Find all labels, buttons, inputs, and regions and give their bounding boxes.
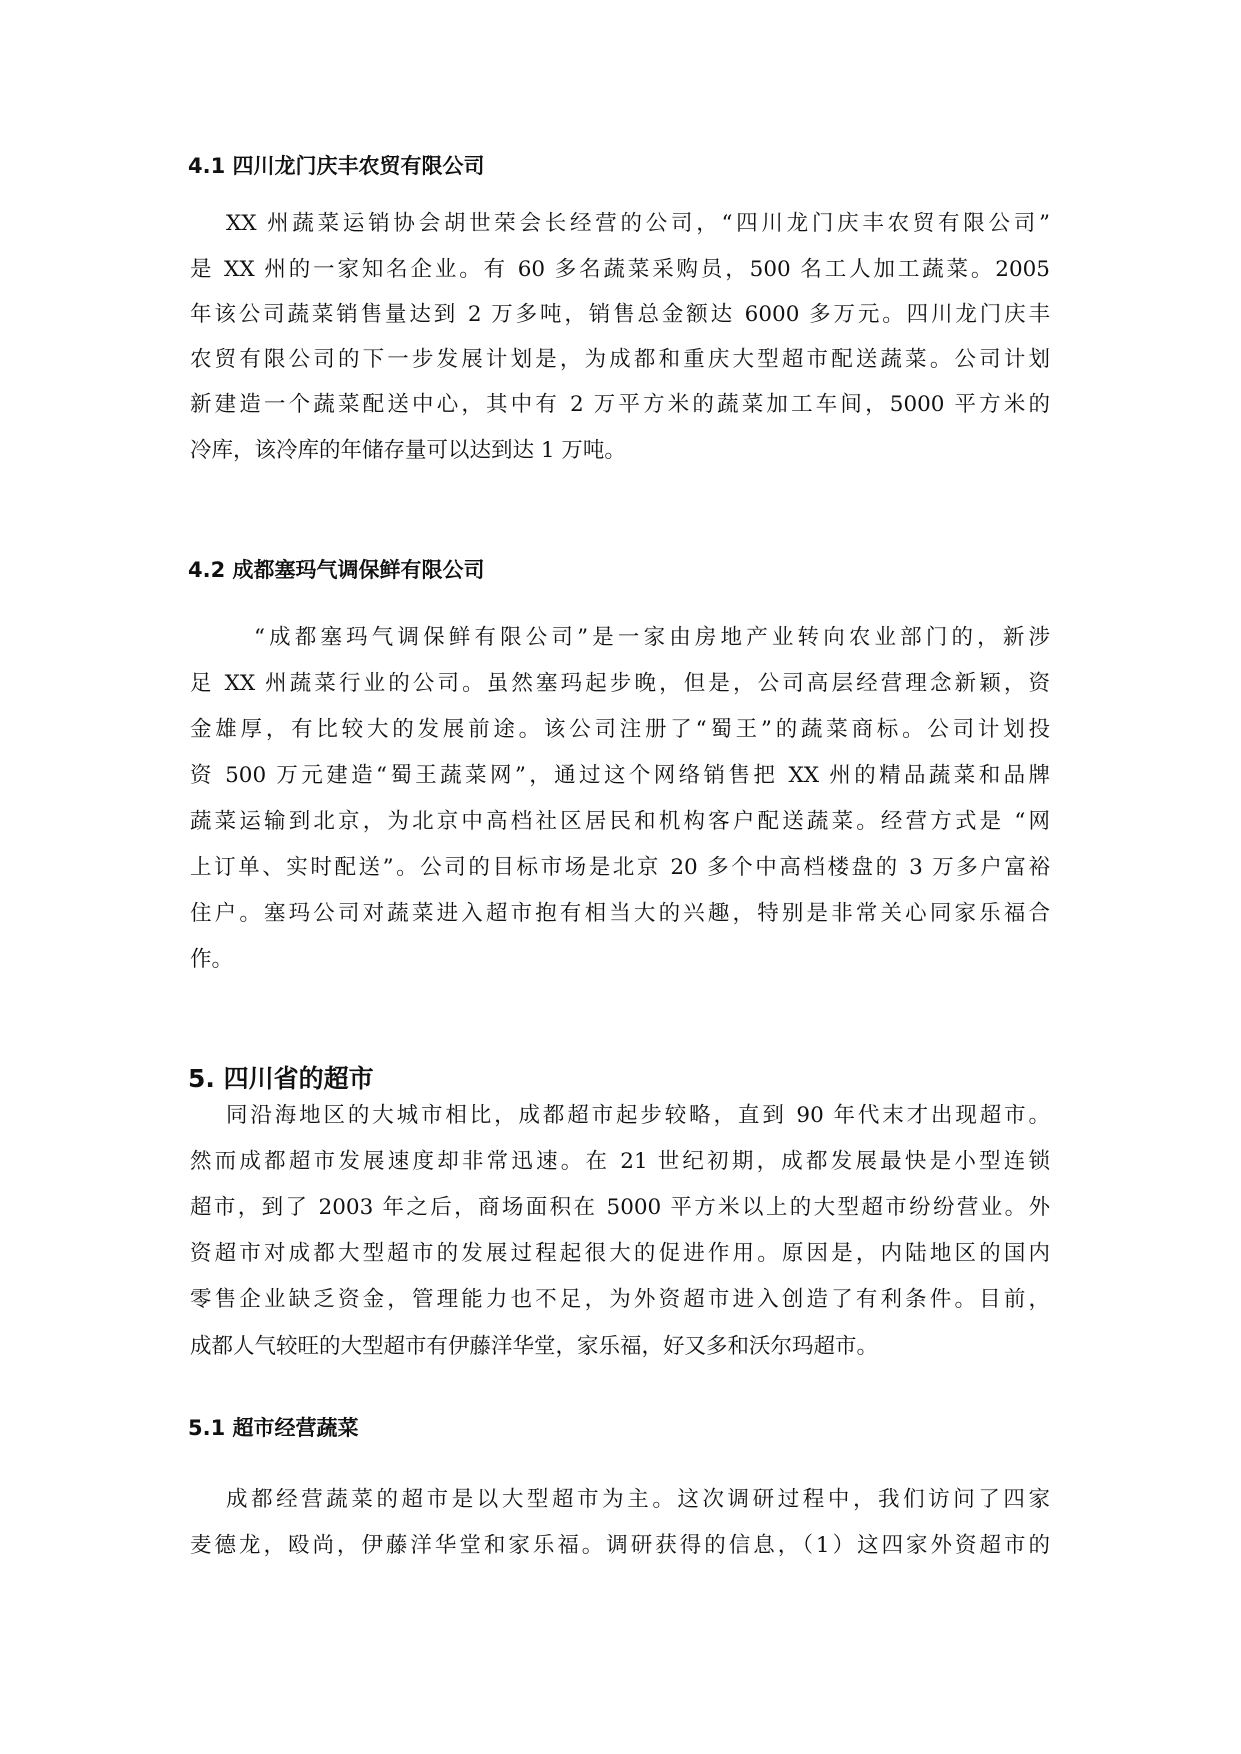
paragraph-line: 麦德龙，殴尚，伊藤洋华堂和家乐福。调研获得的信息，（1）这四家外资超市的 (190, 1533, 1050, 1558)
section-heading-4-1: 4.1 四川龙门庆丰农贸有限公司 (188, 154, 485, 178)
paragraph-line: XX 州蔬菜运销协会胡世荣会长经营的公司，“四川龙门庆丰农贸有限公司” (226, 211, 1050, 236)
section-heading-4-2: 4.2 成都塞玛气调保鲜有限公司 (188, 558, 485, 582)
section-heading-5-1: 5.1 超市经营蔬菜 (188, 1416, 359, 1440)
paragraph-line: 超市，到了 2003 年之后，商场面积在 5000 平方米以上的大型超市纷纷营业。外 (190, 1195, 1050, 1220)
paragraph-line: 住户。塞玛公司对蔬菜进入超市抱有相当大的兴趣，特别是非常关心同家乐福合 (190, 901, 1050, 926)
paragraph-line: 新建造一个蔬菜配送中心，其中有 2 万平方米的蔬菜加工车间，5000 平方米的 (190, 392, 1050, 417)
paragraph-line: “成都塞玛气调保鲜有限公司”是一家由房地产业转向农业部门的，新涉 (254, 625, 1050, 650)
paragraph-line: 成都经营蔬菜的超市是以大型超市为主。这次调研过程中，我们访问了四家 (226, 1487, 1050, 1512)
paragraph-line: 上订单、实时配送”。公司的目标市场是北京 20 多个中高档楼盘的 3 万多户富裕 (190, 855, 1050, 880)
paragraph-line: 资超市对成都大型超市的发展过程起很大的促进作用。原因是，内陆地区的国内 (190, 1241, 1050, 1266)
paragraph-line: 是 XX 州的一家知名企业。有 60 多名蔬菜采购员，500 名工人加工蔬菜。2005 (190, 257, 1050, 282)
paragraph-line: 蔬菜运输到北京，为北京中高档社区居民和机构客户配送蔬菜。经营方式是 “网 (190, 809, 1050, 834)
paragraph-line: 足 XX 州蔬菜行业的公司。虽然塞玛起步晚，但是，公司高层经营理念新颖，资 (190, 671, 1050, 696)
paragraph-line: 同沿海地区的大城市相比，成都超市起步较略，直到 90 年代末才出现超市。 (226, 1103, 1050, 1128)
paragraph-line: 冷库，该冷库的年储存量可以达到达 1 万吨。 (190, 438, 626, 463)
chapter-heading-5: 5. 四川省的超市 (188, 1064, 374, 1093)
paragraph-line: 年该公司蔬菜销售量达到 2 万多吨，销售总金额达 6000 多万元。四川龙门庆丰 (190, 302, 1050, 327)
paragraph-line: 作。 (190, 947, 234, 972)
paragraph-line: 成都人气较旺的大型超市有伊藤洋华堂，家乐福，好又多和沃尔玛超市。 (190, 1334, 879, 1359)
paragraph-line: 农贸有限公司的下一步发展计划是，为成都和重庆大型超市配送蔬菜。公司计划 (190, 347, 1050, 372)
paragraph-line: 资 500 万元建造“蜀王蔬菜网”，通过这个网络销售把 XX 州的精品蔬菜和品牌 (190, 763, 1050, 788)
paragraph-line: 金雄厚，有比较大的发展前途。该公司注册了“蜀王”的蔬菜商标。公司计划投 (190, 717, 1050, 742)
paragraph-line: 零售企业缺乏资金，管理能力也不足，为外资超市进入创造了有利条件。目前， (190, 1287, 1050, 1312)
paragraph-line: 然而成都超市发展速度却非常迅速。在 21 世纪初期，成都发展最快是小型连锁 (190, 1149, 1050, 1174)
